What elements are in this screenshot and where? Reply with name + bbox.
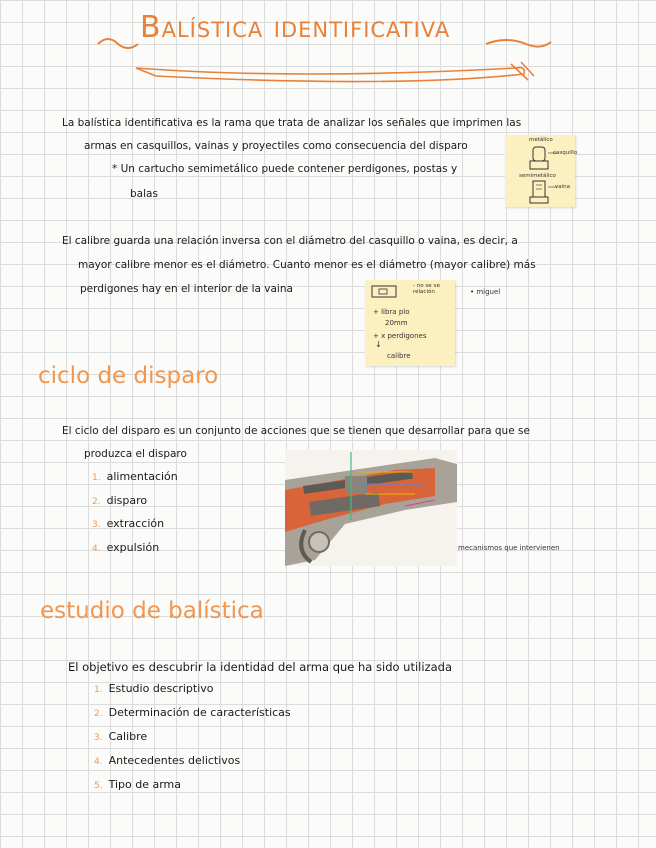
sticky2-down-arrow: ↓	[375, 340, 382, 349]
list-item-label: alimentación	[106, 470, 178, 483]
list-item-label: disparo	[106, 494, 148, 507]
list-item	[92, 541, 159, 554]
page-title: Balística identificativa	[140, 10, 451, 45]
para1-line2: armas en casquillos, vainas y proyectiles como consecuencia del disparo	[84, 140, 468, 152]
sticky2-top-note: - no se ve relación	[413, 283, 440, 295]
sticky1-label-mid: semimetálico	[519, 173, 556, 179]
para1-bullet-line2: balas	[130, 188, 158, 200]
para1-bullet	[112, 158, 457, 181]
list-item-number: 3.	[92, 520, 101, 530]
sticky2-line1: + libra plo	[373, 308, 410, 316]
list-item-number: 3.	[94, 733, 103, 743]
shell-sketch-icon	[371, 284, 401, 300]
section-heading-ciclo: ciclo de disparo	[38, 363, 219, 389]
list-item-label: extracción	[106, 517, 165, 530]
list-item-number: 2.	[92, 497, 101, 507]
para1-line1: La balística identificativa es la rama que trata de analizar los señales que imprimen las	[62, 117, 522, 129]
list-item-label: Tipo de arma	[108, 778, 182, 791]
list-item	[92, 494, 147, 507]
list-item-label: Calibre	[108, 730, 148, 743]
list-item	[94, 706, 291, 719]
para2-line3: perdigones hay en el interior de la vaina	[80, 283, 293, 295]
section-heading-estudio: estudio de balística	[40, 598, 264, 624]
list-item	[94, 730, 147, 743]
list-item-label: Estudio descriptivo	[108, 682, 214, 695]
list-item-number: 2.	[94, 709, 103, 719]
pistol-mechanism-image	[285, 450, 457, 566]
list-item	[94, 682, 214, 695]
image-caption: mecanismos que intervienen	[458, 544, 560, 552]
para1-bullet-line1: Un cartucho semimetálico puede contener perdigones, postas y	[120, 163, 458, 175]
sticky1-label-right2: vaina	[555, 184, 571, 190]
list-item	[94, 754, 240, 767]
sticky1-label-right1: casquillo	[553, 150, 578, 156]
bullet-asterisk: *	[112, 163, 121, 175]
sticky2-line2: 20mm	[385, 319, 408, 327]
section1-intro-line1: El ciclo del disparo es un conjunto de acciones que se tienen que desarrollar para que se	[62, 425, 530, 437]
list-item-number: 1.	[94, 685, 103, 695]
section1-intro-line2: produzca el disparo	[84, 448, 187, 460]
list-item-number: 4.	[94, 757, 103, 767]
sticky2-line4: calibre	[387, 352, 411, 360]
sticky-note-calibre	[365, 280, 455, 366]
sticky2-side-note: • miguel	[470, 288, 501, 296]
sticky1-label-top: metálico	[529, 137, 553, 143]
section2-intro: El objetivo es descubrir la identidad del arma que ha sido utilizada	[68, 660, 452, 674]
list-item	[94, 778, 181, 791]
cartridge-sketch-icon	[505, 135, 578, 207]
para2-line2: mayor calibre menor es el diámetro. Cuanto menor es el diámetro (mayor calibre) más	[78, 259, 536, 271]
list-item-number: 4.	[92, 544, 101, 554]
sticky-note-cartridges	[505, 135, 578, 207]
list-item-number: 5.	[94, 781, 103, 791]
sticky2-line3: + x perdigones	[373, 332, 427, 340]
list-item-number: 1.	[92, 473, 101, 483]
list-item-label: Antecedentes delictivos	[108, 754, 241, 767]
list-item-label: expulsión	[106, 541, 160, 554]
para2-line1: El calibre guarda una relación inversa con el diámetro del casquillo o vaina, es decir, a	[62, 235, 518, 247]
list-item-label: Determinación de características	[108, 706, 291, 719]
list-item	[92, 470, 178, 483]
list-item	[92, 517, 164, 530]
